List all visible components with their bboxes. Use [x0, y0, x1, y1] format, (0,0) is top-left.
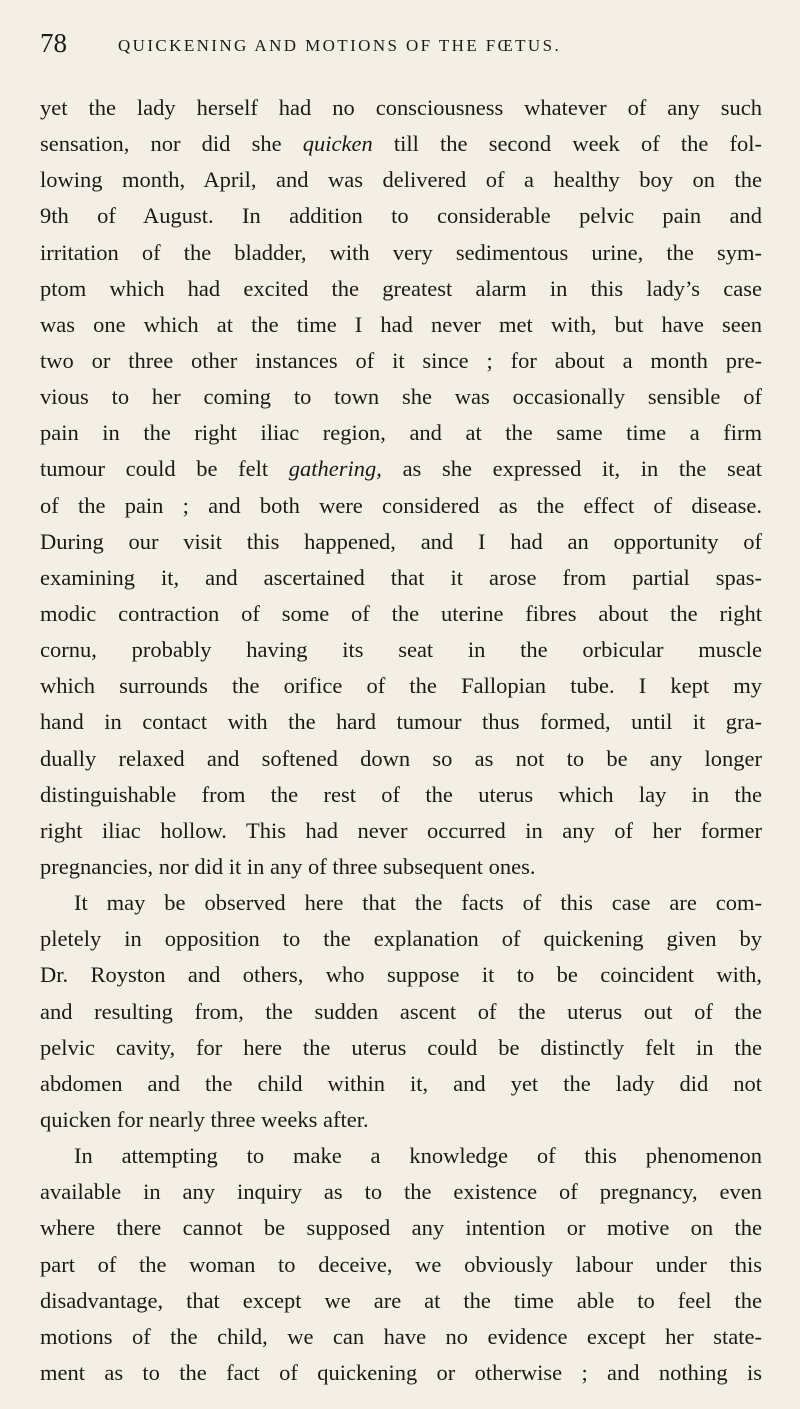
text-line: distinguishable from the rest of the uterus which lay in the: [40, 781, 762, 807]
paragraph-start-line: It may be observed here that the facts of this case are com-: [74, 890, 762, 916]
paragraph-end-line: quicken for nearly three weeks after.: [40, 1106, 369, 1132]
text-line: right iliac hollow. This had never occurred in any of her former: [40, 817, 762, 843]
text-line: irritation of the bladder, with very sedimentous urine, the sym-: [40, 239, 762, 265]
italic-word: quicken: [302, 131, 373, 157]
body-text: [40, 90, 762, 1391]
text-line: hand in contact with the hard tumour thus formed, until it gra-: [40, 709, 762, 735]
page-number: 78: [40, 28, 67, 58]
text-line: Dr. Royston and others, who suppose it to be coincident with,: [40, 962, 762, 988]
text-line: which surrounds the orifice of the Fallopian tube. I kept my: [40, 673, 762, 699]
text-line: was one which at the time I had never met with, but have seen: [40, 311, 762, 337]
text-line: available in any inquiry as to the existence of pregnancy, even: [40, 1179, 762, 1205]
text-line: During our visit this happened, and I had an opportunity of: [40, 528, 762, 554]
running-head: [40, 28, 760, 68]
text-line: abdomen and the child within it, and yet the lady did not: [40, 1070, 762, 1096]
text-line: and resulting from, the sudden ascent of the uterus out of the: [40, 998, 762, 1024]
text-line: two or three other instances of it since ; for about a month pre-: [40, 347, 762, 373]
paragraph-end-line: pregnancies, nor did it in any of three subsequent ones.: [40, 853, 536, 879]
text-line: of the pain ; and both were considered as the effect of disease.: [40, 492, 762, 518]
text-line: examining it, and ascertained that it arose from partial spas-: [40, 564, 762, 590]
text-line: ptom which had excited the greatest alarm in this lady’s case: [40, 275, 762, 301]
text-line: 9th of August. In addition to considerable pelvic pain and: [40, 203, 762, 229]
text-line: tumour could be felt gathering, as she expressed it, in the seat: [40, 456, 763, 482]
running-title: QUICKENING AND MOTIONS OF THE FŒTUS.: [118, 36, 562, 55]
text-line: part of the woman to deceive, we obviously labour under this: [40, 1251, 762, 1277]
text-line: pain in the right iliac region, and at the same time a firm: [40, 420, 762, 446]
text-line: where there cannot be supposed any intention or motive on the: [40, 1215, 762, 1241]
italic-word: gathering,: [288, 456, 382, 482]
text-line: yet the lady herself had no consciousness whatever of any such: [40, 95, 762, 120]
text-line: sensation, nor did she quicken till the second week of the fol-: [40, 131, 762, 157]
text-line: lowing month, April, and was delivered of a healthy boy on the: [40, 167, 762, 193]
text-line: cornu, probably having its seat in the orbicular muscle: [40, 637, 762, 663]
text-line: pelvic cavity, for here the uterus could be distinctly felt in the: [40, 1034, 762, 1060]
text-line: pletely in opposition to the explanation of quickening given by: [40, 926, 762, 952]
text-line: motions of the child, we can have no evidence except her state-: [40, 1323, 762, 1349]
text-line: vious to her coming to town she was occasionally sensible of: [40, 384, 762, 410]
text-line: ment as to the fact of quickening or otherwise ; and nothing is: [40, 1359, 762, 1385]
paragraph-start-line: In attempting to make a knowledge of this phenomenon: [74, 1143, 762, 1169]
text-line: modic contraction of some of the uterine fibres about the right: [40, 600, 762, 626]
text-line: disadvantage, that except we are at the time able to feel the: [40, 1287, 762, 1313]
text-line: dually relaxed and softened down so as not to be any longer: [40, 745, 762, 771]
